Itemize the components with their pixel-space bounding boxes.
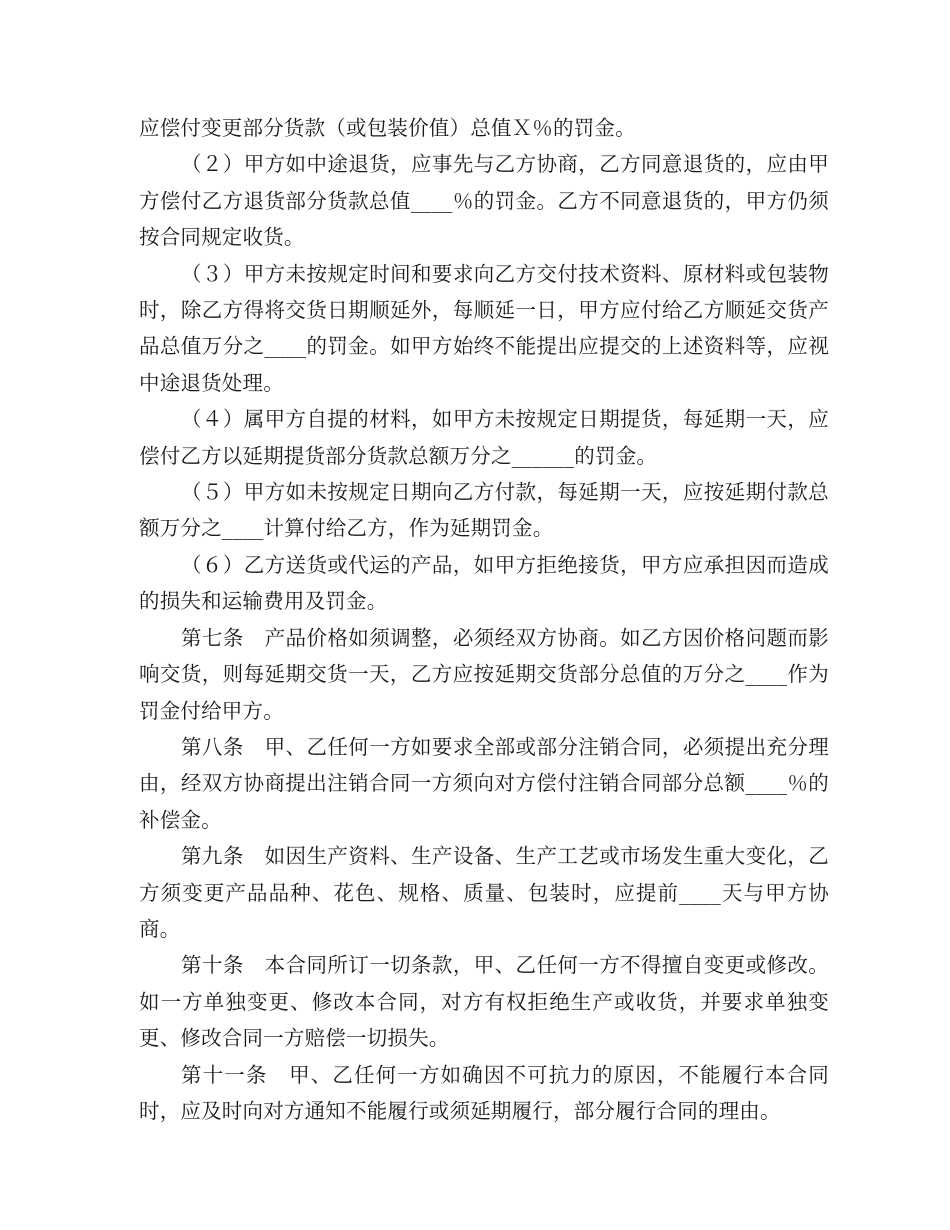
paragraph-article-11: 第十一条 甲、乙任何一方如确因不可抗力的原因，不能履行本合同时，应及时向对方通知不能履行或须延期履行，部分履行合同的理由。 <box>139 1062 829 1123</box>
paragraph-item-5: （５）甲方如未按规定日期向乙方付款，每延期一天，应按延期付款总额万分之____计算付给乙方，作为延期罚金。 <box>139 480 829 541</box>
paragraph-item-3: （３）甲方未按规定时间和要求向乙方交付技术资料、原材料或包装物时，除乙方得将交货日期顺延外，每顺延一日，甲方应付给乙方顺延交货产品总值万分之____的罚金。如甲方始终不能提出应提交的上述资料等，应视中途退货处理。 <box>139 261 829 395</box>
document-body <box>139 110 829 1129</box>
paragraph-article-7: 第七条 产品价格如须调整，必须经双方协商。如乙方因价格问题而影响交货，则每延期交货一天，乙方应按延期交货部分总值的万分之____作为罚金付给甲方。 <box>139 625 829 723</box>
paragraph-article-9: 第九条 如因生产资料、生产设备、生产工艺或市场发生重大变化，乙方须变更产品品种、花色、规格、质量、包装时，应提前____天与甲方协商。 <box>139 844 829 941</box>
paragraph-item-4: （４）属甲方自提的材料，如甲方未按规定日期提货，每延期一天，应偿付乙方以延期提货部分货款总额万分之______的罚金。 <box>139 407 829 468</box>
paragraph-item-2: （２）甲方如中途退货，应事先与乙方协商，乙方同意退货的，应由甲方偿付乙方退货部分货款总值____％的罚金。乙方不同意退货的，甲方仍须按合同规定收货。 <box>139 152 829 250</box>
paragraph-item-6: （６）乙方送货或代运的产品，如甲方拒绝接货，甲方应承担因而造成的损失和运输费用及罚金。 <box>139 552 829 614</box>
paragraph-article-8: 第八条 甲、乙任何一方如要求全部或部分注销合同，必须提出充分理由，经双方协商提出注销合同一方须向对方偿付注销合同部分总额____％的补偿金。 <box>139 734 829 832</box>
paragraph-article-10: 第十条 本合同所订一切条款，甲、乙任何一方不得擅自变更或修改。如一方单独变更、修改本合同，对方有权拒绝生产或收货，并要求单独变更、修改合同一方赔偿一切损失。 <box>139 953 829 1051</box>
paragraph-continuation: 应偿付变更部分货款（或包装价值）总值Ｘ％的罚金。 <box>139 116 636 140</box>
